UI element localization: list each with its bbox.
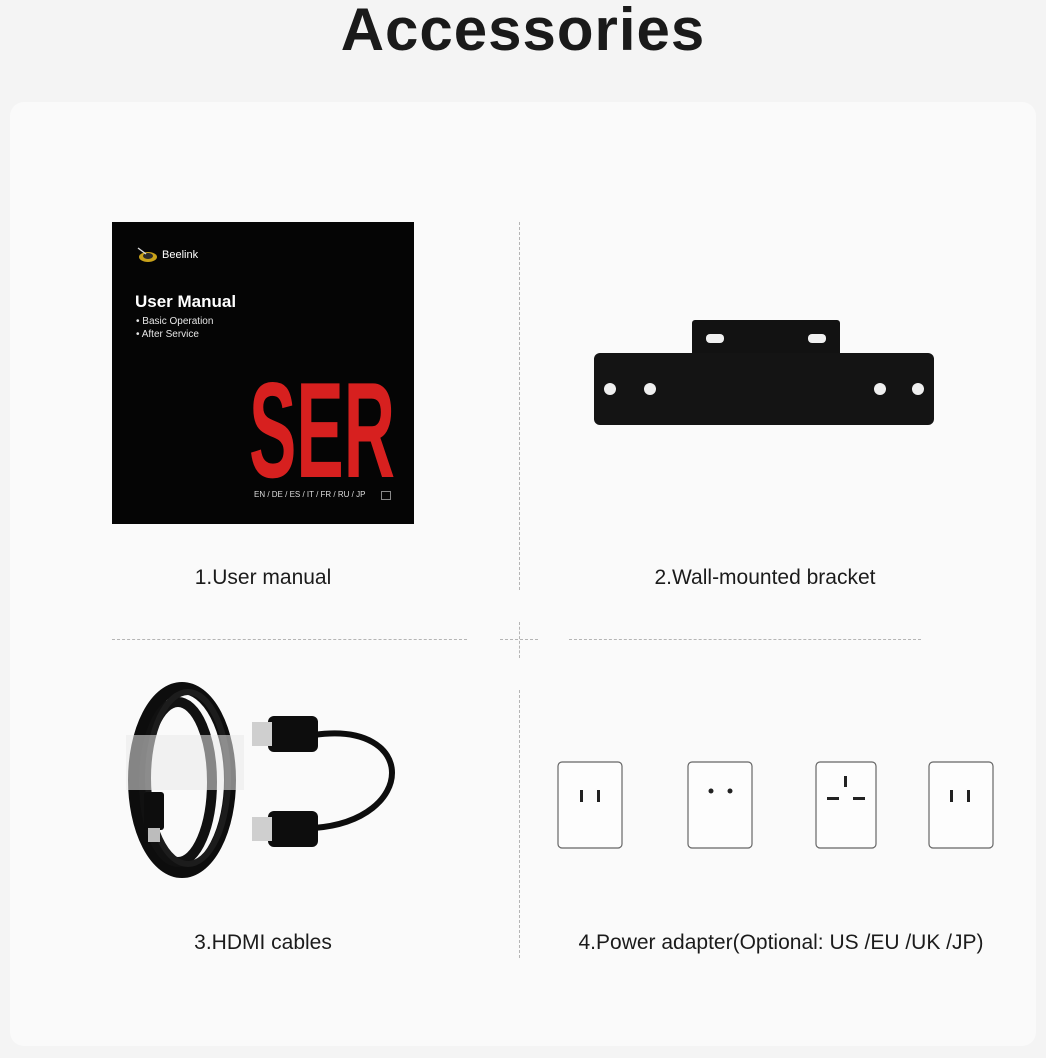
caption-wall-bracket: 2.Wall-mounted bracket [654,566,876,589]
hdmi-cables-image [118,680,408,885]
ser-logo [247,362,397,487]
divider-vertical-center [519,622,520,658]
beelink-logo [136,246,198,264]
divider-vertical-top [519,222,520,590]
caption-power-adapter: 4.Power adapter(Optional: US /EU /UK /JP) [578,931,984,954]
ce-mark-icon [381,491,391,500]
manual-item-after-service: • After Service [136,329,199,340]
jp-adapter-icon [929,762,993,848]
eu-adapter-icon [688,762,752,848]
wall-bracket-image [594,320,936,428]
beelink-logo-icon [136,246,158,264]
power-adapters-image [556,760,998,852]
manual-languages: EN / DE / ES / IT / FR / RU / JP [254,490,366,499]
user-manual-image [112,222,414,524]
caption-hdmi-cables: 3.HDMI cables [194,931,332,954]
divider-horizontal-right [569,639,921,640]
caption-user-manual: 1.User manual [194,566,332,589]
uk-adapter-icon [816,762,876,848]
divider-horizontal-left [112,639,467,640]
ser-logo-text: SER [249,362,395,487]
divider-vertical-bottom [519,690,520,958]
us-adapter-icon [558,762,622,848]
divider-horizontal-center [500,639,538,640]
brand-name: Beelink [162,249,199,261]
manual-item-basic-operation: • Basic Operation [136,316,214,327]
page-title: Accessories [340,0,706,63]
manual-heading: User Manual [135,292,237,311]
